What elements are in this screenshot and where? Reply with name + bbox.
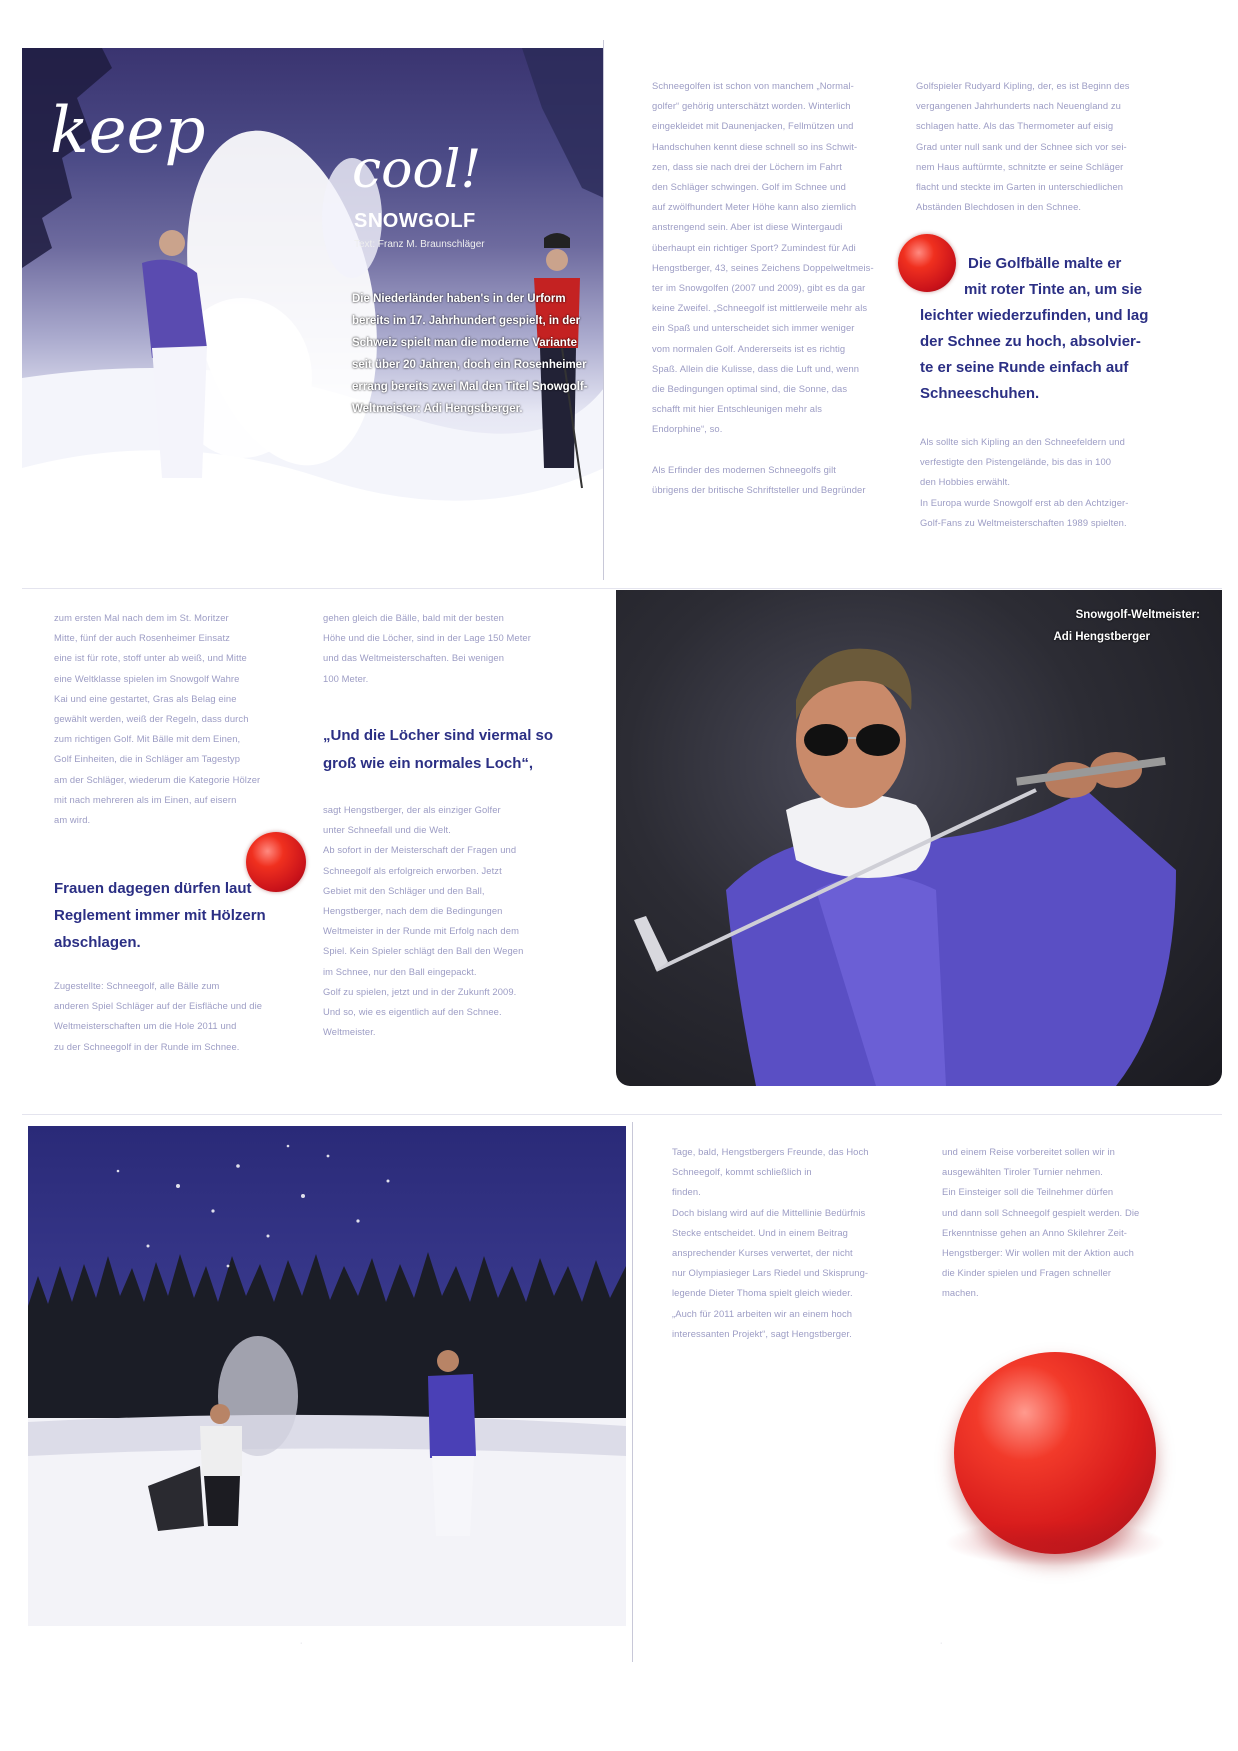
ball-shadow bbox=[944, 1520, 1166, 1566]
weltmeister-portrait-photo bbox=[616, 590, 1222, 1086]
body-line: und dann soll Schneegolf gespielt werden. Die bbox=[942, 1206, 1140, 1218]
body-line: eine ist für rote, stoff unter ab weiß, und Mitte bbox=[54, 652, 247, 664]
body-line: Spaß. Allein die Kulisse, dass die Luft und, wenn bbox=[652, 362, 860, 374]
photo-caption-title: Snowgolf-Weltmeister: bbox=[1075, 609, 1200, 621]
pull-quote-holes bbox=[323, 722, 563, 778]
body-line: am wird. bbox=[54, 814, 91, 826]
intro-line: bereits im 17. Jahrhundert gespielt, in der bbox=[352, 315, 581, 327]
body-line: vom normalen Golf. Andererseits ist es richtig bbox=[652, 342, 846, 354]
body-line: legende Dieter Thoma spielt gleich wieder. bbox=[672, 1287, 853, 1299]
spread2-column-2b bbox=[323, 800, 553, 1042]
body-line: die Kinder spielen und Fragen schneller bbox=[942, 1267, 1112, 1279]
body-line: gehen gleich die Bälle, bald mit der besten bbox=[323, 612, 504, 623]
body-line: schlagen hatte. Als das Thermometer auf eisig bbox=[916, 120, 1114, 132]
body-line: den Hobbies erwählt. bbox=[920, 476, 1011, 488]
body-line: nem Haus auftürmte, schnitzte er seine Schläger bbox=[916, 160, 1124, 172]
body-line: und das Weltmeisterschaften. Bei wenigen bbox=[323, 652, 505, 664]
body-line: finden. bbox=[672, 1186, 701, 1198]
body-line: mit nach mehreren als im Einen, auf eisern bbox=[54, 793, 237, 805]
intro-line: Schweiz spielt man die moderne Variante bbox=[352, 337, 577, 349]
body-line: Mitte, fünf der auch Rosenheimer Einsatz bbox=[54, 632, 230, 644]
body-line: Kai und eine gestartet, Gras als Belag eine bbox=[54, 692, 237, 704]
body-line: ansprechender Kurses verwertet, der nicht bbox=[672, 1247, 853, 1259]
body-line: gewählt werden, weiß der Regeln, dass durch bbox=[54, 713, 249, 725]
body-line: übrigens der britische Schriftsteller und Begründer bbox=[652, 483, 866, 495]
body-line: Endorphine“, so. bbox=[652, 423, 723, 435]
body-line: Golf-Fans zu Weltmeisterschaften 1989 spielten. bbox=[920, 516, 1127, 528]
intro-line: errang bereits zwei Mal den Titel Snowgolf- bbox=[352, 381, 588, 393]
night-scene bbox=[28, 1126, 626, 1626]
pull-line: leichter wiederzufinden, und lag bbox=[920, 307, 1149, 324]
page-number: · bbox=[300, 1640, 303, 1647]
body-line: golfer“ gehörig unterschätzt worden. Winterlich bbox=[652, 100, 851, 112]
photo-caption-name: Adi Hengstberger bbox=[1053, 631, 1150, 643]
pull-line: Reglement immer mit Hölzern bbox=[54, 907, 266, 924]
body-line: „Auch für 2011 arbeiten wir an einem hoch bbox=[672, 1307, 853, 1319]
body-line: Golf Einheiten, die in Schläger am Tagestyp bbox=[54, 753, 241, 765]
intro-line: seit über 20 Jahren, doch ein Rosenheimer bbox=[352, 359, 587, 371]
pull-line: Frauen dagegen dürfen laut bbox=[54, 880, 252, 897]
body-line: Golfspieler Rudyard Kipling, der, es ist Beginn des bbox=[916, 80, 1130, 91]
section-divider bbox=[22, 1114, 1222, 1115]
body-line: unter Schneefall und die Welt. bbox=[323, 824, 451, 836]
body-line: Stecke entscheidet. Und in einem Beitrag bbox=[672, 1226, 848, 1238]
byline: Text: Franz M. Braunschläger bbox=[354, 239, 485, 250]
body-line: Handschuhen kennt diese schnell so ins Schwit- bbox=[652, 140, 858, 152]
body-line: vergangenen Jahrhunderts nach Neuengland zu bbox=[916, 100, 1121, 112]
body-line: zum ersten Mal nach dem im St. Moritzer bbox=[54, 612, 229, 623]
body-line: sagt Hengstberger, der als einziger Golfer bbox=[323, 804, 501, 815]
body-line: Ein Einsteiger soll die Teilnehmer dürfen bbox=[942, 1186, 1114, 1198]
body-line: den Schläger schwingen. Golf im Schnee und bbox=[652, 181, 846, 193]
body-line: Als sollte sich Kipling an den Schneefeldern und bbox=[920, 436, 1125, 447]
body-line: schafft mit hier Entschleunigen mehr als bbox=[652, 403, 823, 415]
body-line: Schneegolf als erfolgreich erworben. Jetzt bbox=[323, 864, 502, 876]
spread1-column-1 bbox=[652, 76, 890, 500]
portrait-scene bbox=[616, 590, 1222, 1086]
body-line: flacht und steckte im Garten in unterschiedlichen bbox=[916, 181, 1124, 193]
body-line: Weltmeister. bbox=[323, 1026, 376, 1038]
body-line: zum richtigen Golf. Mit Bälle mit dem Einen, bbox=[54, 733, 241, 745]
body-line: Hengstberger: Wir wollen mit der Aktion auch bbox=[942, 1247, 1134, 1259]
body-line: Weltmeister in der Runde mit Erfolg nach dem bbox=[323, 925, 519, 937]
body-line: Tage, bald, Hengstbergers Freunde, das Hoch bbox=[672, 1146, 869, 1157]
pull-line: Schneeschuhen. bbox=[920, 385, 1040, 402]
body-line: ter im Snowgolfen (2007 und 2009), gibt es da gar bbox=[652, 282, 866, 294]
pull-line: „Und die Löcher sind viermal so bbox=[323, 727, 554, 744]
body-line: In Europa wurde Snowgolf erst ab den Achtziger- bbox=[920, 496, 1129, 508]
body-line: machen. bbox=[942, 1287, 979, 1299]
spread1-column-2b bbox=[920, 432, 1170, 533]
title-keep: keep bbox=[50, 94, 206, 168]
body-line: Doch bislang wird auf die Mittellinie Bedürfnis bbox=[672, 1206, 866, 1218]
body-line: verfestigte den Pistengelände, bis das in 100 bbox=[920, 456, 1112, 468]
body-line: Hengstberger, nach dem die Bedingungen bbox=[323, 905, 503, 917]
body-line: ein Spaß und unterscheidet sich immer weniger bbox=[652, 322, 855, 334]
spread2-column-1b bbox=[54, 976, 294, 1057]
pull-line: te er seine Runde einfach auf bbox=[920, 359, 1129, 376]
body-line: Und so, wie es eigentlich auf den Schnee. bbox=[323, 1006, 502, 1018]
body-line: interessanten Projekt“, sagt Hengstberger. bbox=[672, 1327, 852, 1339]
body-line: eingekleidet mit Daunenjacken, Fellmützen und bbox=[652, 120, 854, 132]
pull-quote-golfballs bbox=[920, 251, 1180, 407]
body-line: 100 Meter. bbox=[323, 672, 369, 684]
column-divider bbox=[632, 1122, 633, 1662]
night-snowgolf-photo bbox=[28, 1126, 626, 1626]
body-line: eine Weltklasse spielen im Snowgolf Wahre bbox=[54, 672, 240, 684]
body-line: ausgewählten Tiroler Turnier nehmen. bbox=[942, 1166, 1103, 1178]
body-line: Ab sofort in der Meisterschaft der Fragen und bbox=[323, 844, 517, 856]
body-line: Schneegolf, kommt schließlich in bbox=[672, 1166, 812, 1178]
body-line: am der Schläger, wiederum die Kategorie Hölzer bbox=[54, 773, 261, 785]
body-line: im Schnee, nur den Ball eingepackt. bbox=[323, 965, 477, 977]
body-line: Gebiet mit den Schläger und den Ball, bbox=[323, 884, 485, 896]
body-line: Erkenntnisse gehen an Anno Skilehrer Zeit- bbox=[942, 1226, 1128, 1238]
pull-line: groß wie ein normales Loch“, bbox=[323, 755, 534, 772]
body-line: Als Erfinder des modernen Schneegolfs gilt bbox=[652, 463, 836, 475]
body-line: die Bedingungen optimal sind, die Sonne, das bbox=[652, 383, 848, 395]
section-divider bbox=[22, 588, 1222, 589]
pull-line: mit roter Tinte an, um sie bbox=[964, 281, 1143, 298]
body-line: auf zwölfhundert Meter Höhe kann also ziemlich bbox=[652, 201, 857, 213]
body-line: nur Olympiasieger Lars Riedel und Skisprung- bbox=[672, 1267, 869, 1279]
body-line: Zugestellte: Schneegolf, alle Bälle zum bbox=[54, 980, 220, 991]
body-line: keine Zweifel. „Schneegolf ist mittlerweile mehr als bbox=[652, 302, 868, 314]
column-divider bbox=[603, 40, 604, 580]
body-line: anstrengend sein. Aber ist diese Wintergaudi bbox=[652, 221, 843, 233]
body-line: zen, dass sie nach drei der Löchern im Fahrt bbox=[652, 160, 842, 172]
spread3-column-1 bbox=[672, 1142, 912, 1344]
body-line: Schneegolfen ist schon von manchem „Normal- bbox=[652, 80, 854, 91]
spread2-column-1 bbox=[54, 608, 294, 830]
body-line: Grad unter null sank und der Schnee sich vor sei- bbox=[916, 140, 1127, 152]
spread2-column-2 bbox=[323, 608, 553, 689]
headline-snowgolf: SNOWGOLF bbox=[354, 210, 476, 232]
spread1-column-2 bbox=[916, 76, 1166, 217]
pull-quote-women bbox=[54, 875, 294, 956]
pull-line: der Schnee zu hoch, absolvier- bbox=[920, 333, 1141, 350]
spread3-column-2 bbox=[942, 1142, 1182, 1304]
body-line: Golf zu spielen, jetzt und in der Zukunft 2009. bbox=[323, 985, 517, 997]
pull-line: abschlagen. bbox=[54, 934, 141, 951]
page-number: · bbox=[940, 1640, 943, 1647]
body-line bbox=[652, 440, 890, 460]
intro-line: Weltmeister: Adi Hengstberger. bbox=[352, 403, 523, 415]
body-line: überhaupt ein richtiger Sport? Zumindest für Adi bbox=[652, 241, 856, 253]
body-line: zu der Schneegolf in der Runde im Schnee. bbox=[54, 1040, 240, 1052]
body-line: Spiel. Kein Spieler schlägt den Ball den Wegen bbox=[323, 945, 524, 957]
intro-line: Die Niederländer haben's in der Urform bbox=[352, 293, 566, 305]
body-line: Weltmeisterschaften um die Hole 2011 und bbox=[54, 1020, 237, 1032]
body-line: Höhe und die Löcher, sind in der Lage 150 Meter bbox=[323, 632, 531, 644]
pull-line: Die Golfbälle malte er bbox=[968, 255, 1122, 272]
body-line: Hengstberger, 43, seines Zeichens Doppelweltmeis- bbox=[652, 261, 874, 273]
body-line: Abständen Blechdosen in den Schnee. bbox=[916, 201, 1082, 213]
snowgolf-hero-photo bbox=[22, 48, 604, 542]
intro-text bbox=[352, 288, 588, 420]
body-line: anderen Spiel Schläger auf der Eisfläche und die bbox=[54, 1000, 263, 1012]
body-line: und einem Reise vorbereitet sollen wir in bbox=[942, 1146, 1115, 1157]
title-cool: cool! bbox=[352, 140, 482, 200]
